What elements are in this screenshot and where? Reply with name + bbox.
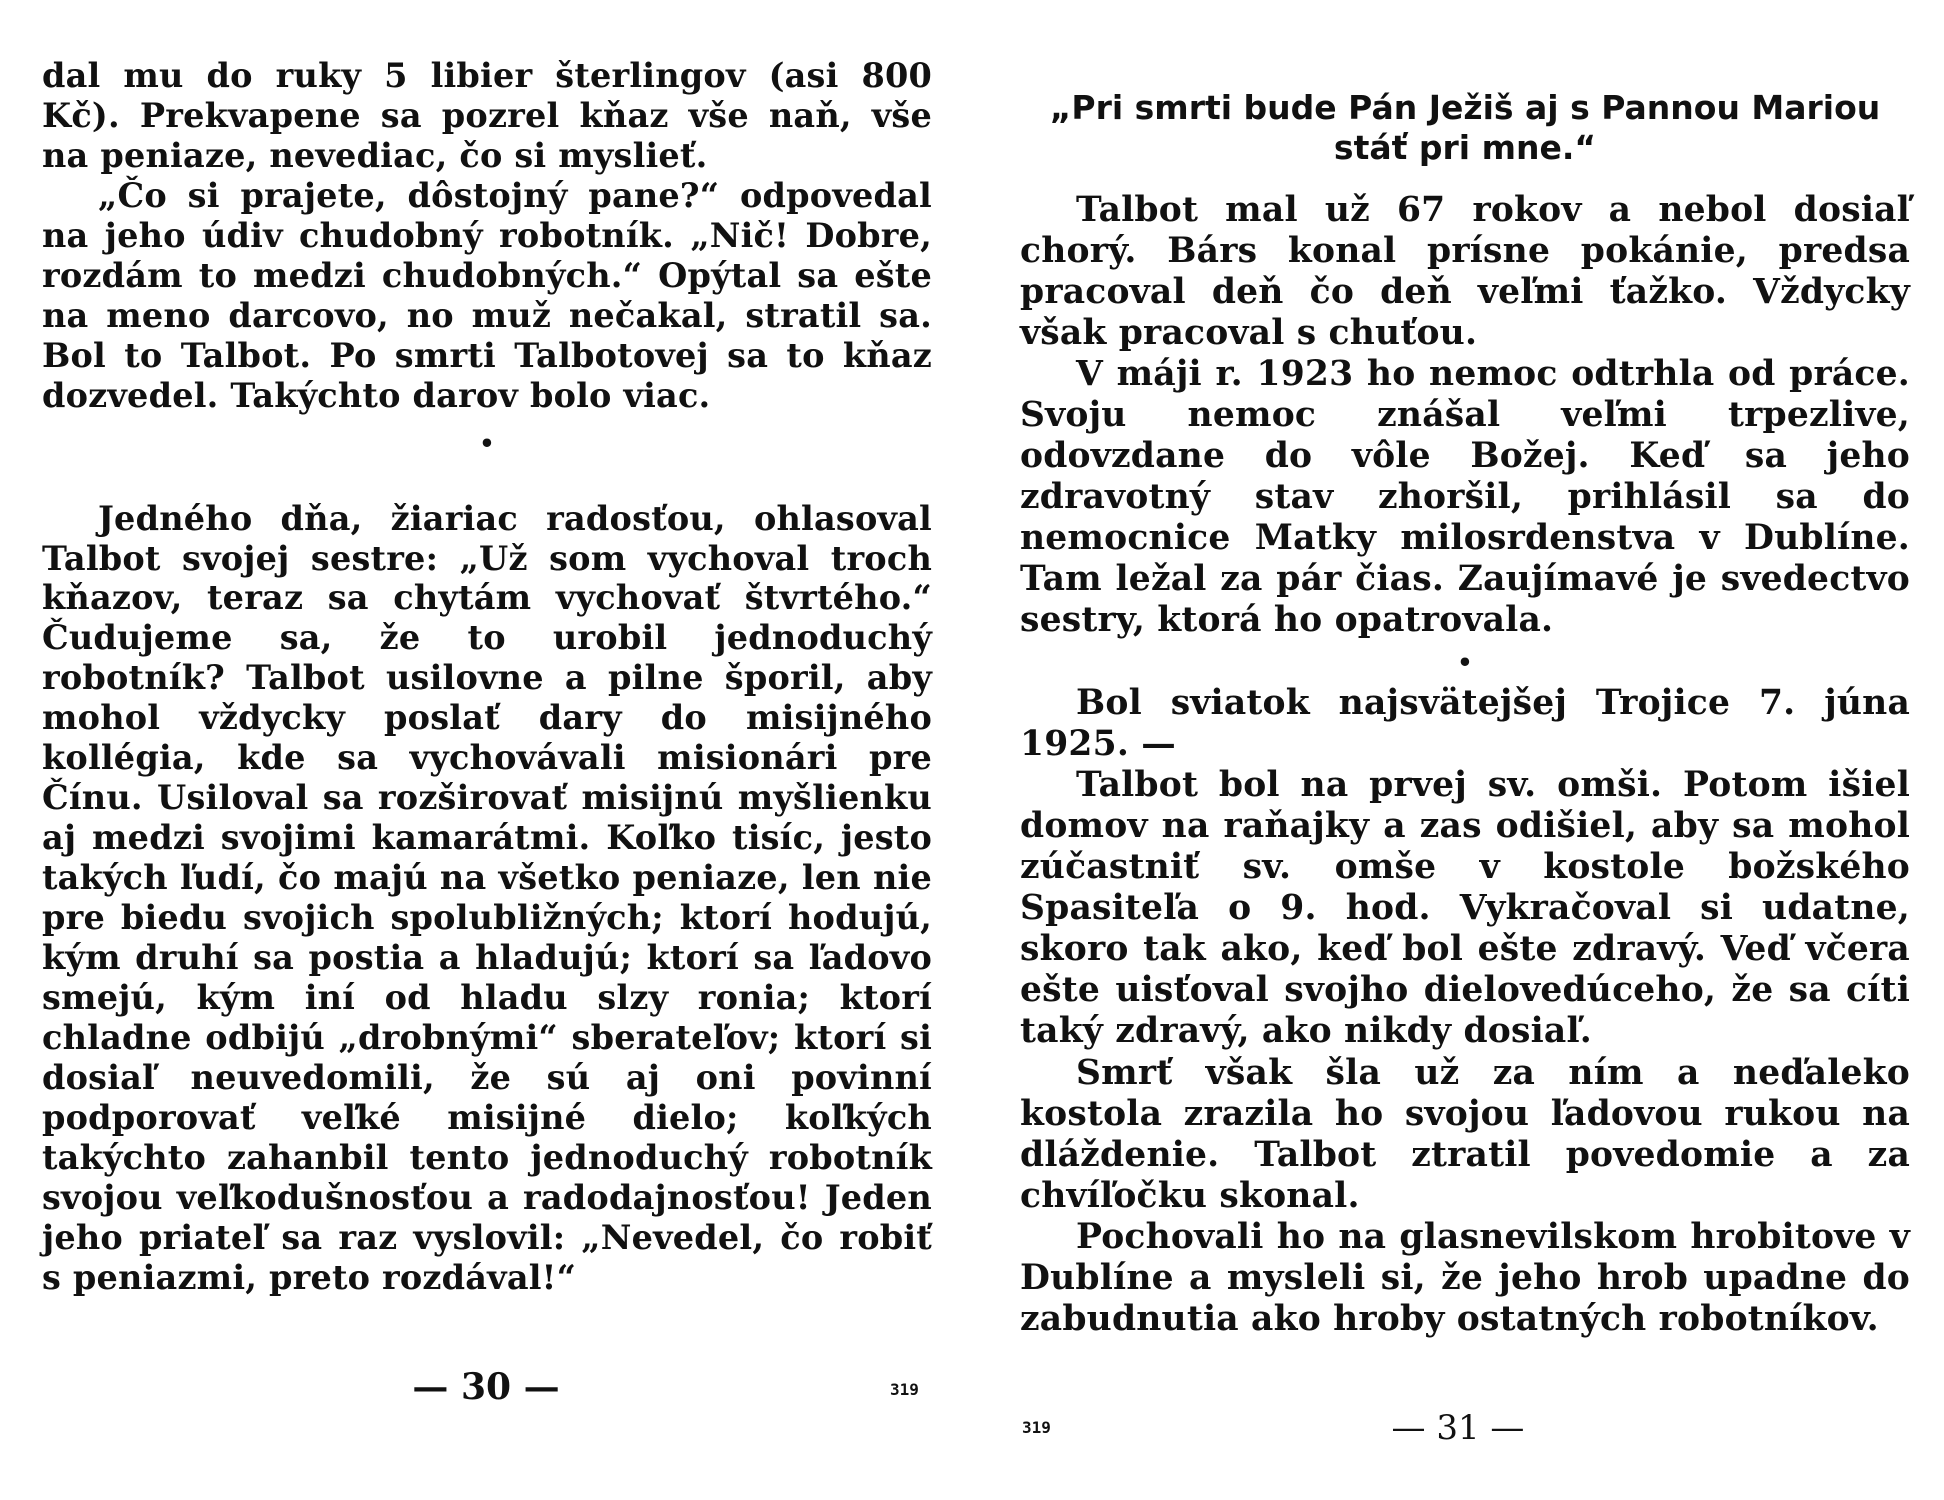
right-page [972,0,1944,1500]
right-page-heading [1020,88,1910,168]
left-line-3: na peniaze, nevediac, čo si myslieť. [42,135,708,175]
right-page-text [1020,190,1910,1340]
left-page-number: — 30 — [412,1366,560,1408]
right-paragraph-6: Pochovali ho na glasnevilskom hrobitove v Dublíne a mysleli si, že jeho hrob upadne do zabudnutia ako hroby ostatných robotníkov. [1020,1216,1910,1339]
left-separator: • [479,428,495,458]
heading-line-2: stáť pri mne.“ [1333,128,1597,167]
right-paragraph-3: Bol sviatok najsvätejšej Trojice 7. júna 1925. — [1020,683,1910,765]
left-signature-mark: 319 [890,1380,919,1399]
right-separator: • [1457,647,1473,677]
left-line-2: Kč). Prekvapene sa pozrel kňaz vše naň, vše [42,95,932,135]
left-line-1: dal mu do ruky 5 libier šterlingov (asi 800 [42,56,932,95]
right-signature-mark: 319 [1022,1418,1051,1437]
right-paragraph-1: Talbot mal už 67 rokov a nebol dosiaľ chorý. Bárs konal prísne pokánie, predsa pracoval deň čo deň veľmi ťažko. Vždycky však pracoval s chuťou. [1020,190,1910,354]
right-paragraph-2: V máji r. 1923 ho nemoc odtrhla od práce. Svoju nemoc znášal veľmi trpezlive, odovzdane do vôle Božej. Keď sa jeho zdravotný stav zhoršil, prihlásil sa do nemocnice Matky milosrdenstva v Dublíne. Tam ležal za pár čias. Zaujímavé je svedectvo sestry, ktorá ho opatrovala. [1020,354,1910,641]
left-page-text [42,56,932,1298]
right-paragraph-5: Smrť však šla už za ním a neďaleko kostola zrazila ho svojou ľadovou rukou na dláždenie. Talbot ztratil povedomie a za chvíľočku skonal. [1020,1052,1910,1216]
right-paragraph-4: Talbot bol na prvej sv. omši. Potom išiel domov na raňajky a zas odišiel, aby sa mohol zúčastniť sv. omše v kostole božského Spasiteľa o 9. hod. Vykračoval si udatne, skoro tak ako, keď bol ešte zdravý. Veď včera ešte uisťoval svojho dielovedúceho, že sa cíti taký zdravý, ako nikdy dosiaľ. [1020,765,1910,1052]
right-page-number: — 31 — [1391,1408,1525,1448]
heading-line-1: „Pri smrti bude Pán Ježiš aj s Pannou Mariou [1049,88,1881,127]
left-paragraph-2: „Čo si prajete, dôstojný pane?“ odpovedal na jeho údiv chudobný robotník. „Nič! Dobre, rozdám to medzi chudobných.“ Opýtal sa ešte na meno darcovo, no muž nečakal, stratil sa. Bol to Talbot. Po smrti Talbotovej sa to kňaz dozvedel. Takýchto darov bolo viac. [42,175,932,415]
left-paragraph-3: Jedného dňa, žiariac radosťou, ohlasoval Talbot svojej sestre: „Už som vychoval troch kňazov, teraz sa chytám vychovať štvrtého.“ Čudujeme sa, že to urobil jednoduchý robotník? Talbot usilovne a pilne šporil, aby mohol vždycky poslať dary do misijného kollégia, kde sa vychovávali misionári pre Čínu. Usiloval sa rozširovať misijnú myšlienku aj medzi svojimi kamarátmi. Koľko tisíc, jesto takých ľudí, čo majú na všetko peniaze, len nie pre biedu svojich spolubližných; ktorí hodujú, kým druhí sa postia a hladujú; ktorí sa ľadovo smejú, kým iní od hladu slzy ronia; ktorí chladne odbijú „drobnými“ sberateľov; ktorí si dosiaľ neuvedomili, že sú aj oni povinní podporovať veľké misijné dielo; koľkých takýchto zahanbil tento jednoduchý robotník svojou veľkodušnosťou a radodajnosťou! Jeden jeho priateľ sa raz vyslovil: „Nevedel, čo robiť s peniazmi, preto rozdával!“ [42,498,932,1297]
